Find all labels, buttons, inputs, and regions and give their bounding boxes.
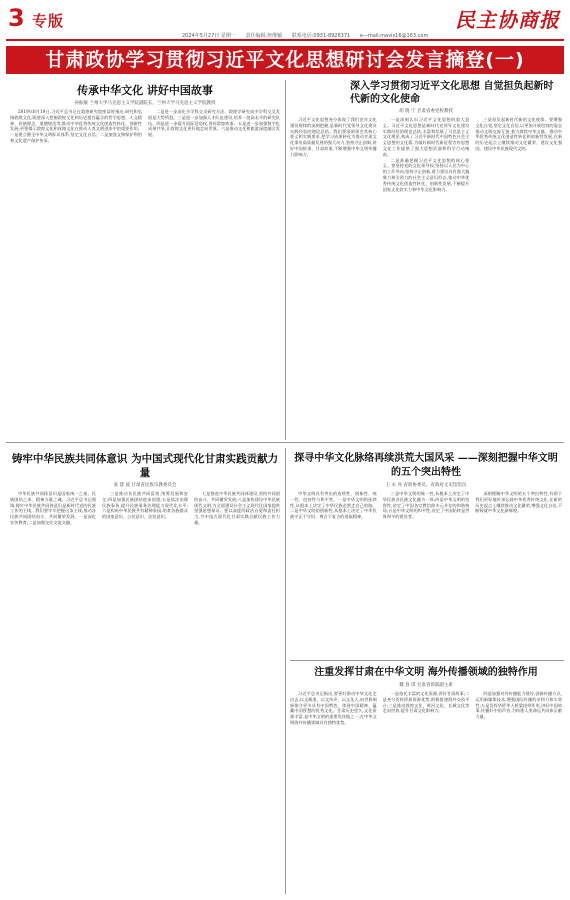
contact-email: e—mail:mavis16@163.com (359, 33, 429, 39)
article-byline: 胡 晓 宁 甘肃省委党校教授 (399, 109, 453, 114)
contact-phone: 联系电话:0931-8926371 (291, 33, 351, 39)
article-4 (290, 448, 562, 656)
article-title: 深入学习贯彻习近平文化思想 自觉担负起新时代新的文化使命 (350, 81, 554, 105)
section-divider (290, 660, 564, 661)
page-section-tag: 专版 (32, 12, 65, 30)
responsible-editor: 责任编辑:詹继颖 (245, 33, 283, 39)
article-column: 二是进一步深化多学科交叉研究方法。敦煌学研究向多学科交叉发展是大势所趋。三是进一步加强人才队伍建设,培养一批高水平的研究队伍。四是进一步提升国际话语权,讲好敦煌故事。五是进一步加强数字化成果共享,让敦煌文化更好地走向世界。六是推动文化和旅游深度融合发展。 (148, 109, 280, 138)
article-column: 四是加强对外传播能力建设,创新传播方式,运用新媒体技术,增强国际传播的亲和力和实效性;五是发挥华侨华人桥梁纽带作用,讲好中国故事,传播好中国声音,为构建人类命运共同体贡献力量。 (475, 691, 563, 720)
article-column: 七是推进中华民族共同体建设,坚持共同团结奋斗、共同繁荣发展;八是加快建设中华民族现代文明,为全面建设社会主义现代化国家提供坚强思想保证。要以高度的政治自觉和责任担当,为中国式现代化甘肃实践贡献民族工作力量。 (194, 491, 280, 525)
article-5 (290, 664, 562, 894)
article-1 (10, 80, 280, 438)
page-banner: 甘肃政协学习贯彻习近平文化思想研讨会发言摘登(一) (6, 46, 564, 74)
article-byline: 王 永 亮 省政协委员、省政府文史馆馆员 (385, 483, 467, 488)
article-title: 注重发挥甘肃在中华文明 海外传播领域的独特作用 (314, 667, 538, 678)
article-2 (290, 80, 562, 438)
article-column: 习近平总书记指出,要更好推动中华文化走出去,以文载道、以文传声、以文化人,向世界阐释推介更多具有中国特色、体现中国精神、蕴藏中国智慧的优秀文化。甘肃历史悠久,文化资源丰富,是中华文明的重要发祥地之一,在中华文明海外传播领域具有独特优势。 (290, 691, 377, 725)
article-column: 一是依托丰富的文化资源,讲好甘肃故事;二是充分发挥侨界资源优势,积极搭建海外交流平台;三是推动敦煌文化、黄河文化、长城文化等走向世界,提升甘肃文化影响力。 (382, 691, 470, 714)
section-divider (6, 442, 564, 443)
article-column: 2019年8月19日,习近平总书记在敦煌研究院座谈时指出,研究和弘扬敦煌文化,既要深入挖掘敦煌文化和历史遗存蕴含的哲学思想、人文精神、价值理念、道德规范等,推动中华优秀传统文化创造性转化、创新性发展;更要揭示敦煌文化和丝路文化在推动人类文明进步中的重要作用。一是建立健全中华文明标识体系,坚定文化自信。二是加强文物保护利用和文化遗产保护传承。 (10, 109, 142, 143)
article-column: 中华民族共同体意识是国家统一之基、民族团结之本、精神力量之魂。习近平总书记强调,铸牢中华民族共同体意识是新时代党的民族工作的主线。我们要牢牢把握这条主线,推动各民族共同团结奋斗、共同繁荣发展。一是深化宣传教育;二是加强交往交流交融。 (10, 491, 96, 525)
article-column: 一是深刻认识习近平文化思想的重大意义。习近平文化思想是新时代党领导文化建设实践经验的理论总结,丰富和发展了马克思主义文化理论,构成了习近平新时代中国特色社会主义思想的文化篇,为做好新时代新征程宣传思想文化工作提供了强大思想武器和科学行动指南。 二是准确把握习近平文化思想的核心要义。要坚持党的文化领导权,坚持以人民为中心的工作导向,坚持守正创新,着力建设具有强大凝聚力和引领力的社会主义意识形态,推动中华优秀传统文化创造性转化、创新性发展,不断提升国家文化软实力和中华文化影响力。 (382, 117, 470, 192)
article-byline: 孙振敏 兰州大学马克思主义学院副院长、兰州大学马克思主义学院教授 (74, 101, 216, 106)
page-number: 3 (8, 4, 25, 32)
article-byline: 张 建 波 甘肃省民族宗教委员会 (113, 483, 177, 488)
article-column: 习近平文化思想充分体现了我们党对文化建设规律的深刻把握,是新时代党领导文化建设实践经验的理论总结。我们要深刻领会其核心要义和实践要求,把学习成果转化为推动甘肃文化事业高质量发展的强大动力,坚持守正创新,讲好中国故事、甘肃故事,不断增强中华文明传播力影响力。 (290, 117, 377, 157)
article-title: 探寻中华文化脉络再续洪荒大国风采 ——深刻把握中华文明的五个突出特性 (294, 453, 558, 478)
newspaper-logo: 民主协商报 (455, 8, 560, 32)
article-title: 传承中华文化 讲好中国故事 (77, 84, 213, 97)
article-column: 深刻理解中华文明的五个突出特性,有助于我们更好地传承弘扬中华优秀传统文化,在新的历史起点上继续推动文化繁荣,增强文化自信,不断铸就中华文化新辉煌。 (475, 491, 563, 514)
issue-date: 2024年5月27日 星期一 (182, 33, 236, 39)
masthead (0, 0, 570, 40)
header-info (182, 32, 436, 39)
article-column: 中华文明具有突出的连续性、创新性、统一性、包容性与和平性。一是中华文明的连续性,从根本上决定了中华民族必然走自己的路。二是中华文明的创新性,从根本上决定了中华民族守正不守旧、尊古不复古的进取精神。 (290, 491, 377, 520)
article-byline: 魏 春 琪 甘肃省侨联副主席 (399, 683, 453, 688)
column-divider (285, 448, 286, 894)
header-rule (6, 39, 564, 41)
article-title: 铸牢中华民族共同体意识 为中国式现代化甘肃实践贡献力量 (11, 453, 279, 479)
article-column: 三是推动各民族共同富裕,统筹发展和安全;四是加强民族团结进步创建;五是依法治理民族事务,提升民族事务治理能力现代化水平;六是构筑中华民族共有精神家园,培育各族群众的国家意识、公民意识、法治意识。 (102, 491, 188, 520)
article-column: 三是中华文明的统一性,从根本上决定了中华民族各民族文化融为一体;四是中华文明的包容性,决定了中国各宗教信仰多元并存的和谐格局;五是中华文明的和平性,决定了中国始终是世界和平的建设者。 (382, 491, 470, 520)
article-3 (10, 448, 280, 894)
article-column: 三是担负起新时代新的文化使命。要增强文化自觉,坚定文化自信,以更加开放包容的姿态推动文明交流互鉴,着力赓续中华文脉、推动中华优秀传统文化创造性转化和创新性发展,在新的历史起点上继续推动文化繁荣、建设文化强国、建设中华民族现代文明。 (475, 117, 563, 151)
column-divider (285, 80, 286, 440)
